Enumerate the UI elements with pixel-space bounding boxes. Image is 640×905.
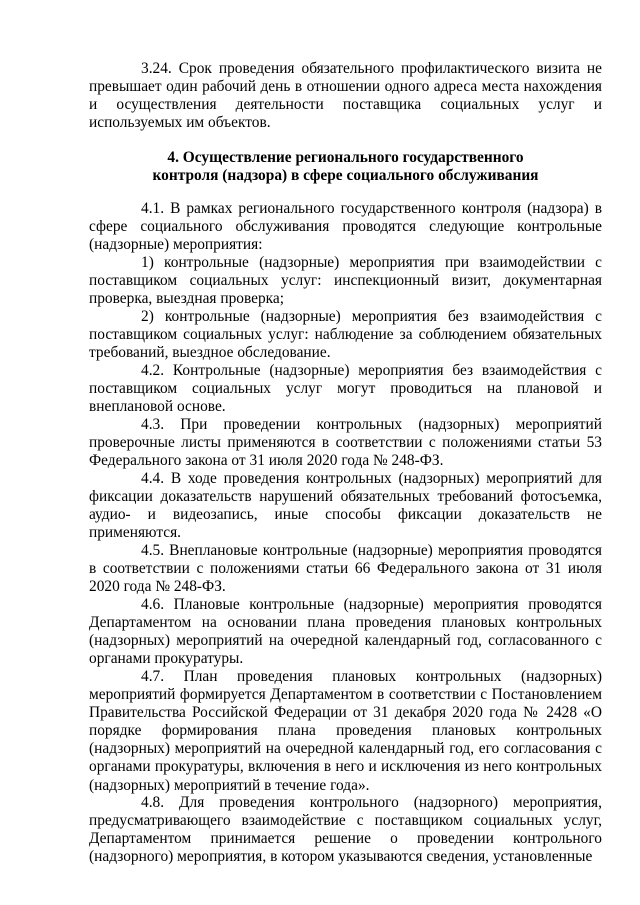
paragraph-4-1-item-1: 1) контрольные (надзорные) мероприятия при взаимодействии с поставщиком социальных услуг: инспекционный визит, документарная проверка, выездная проверка; xyxy=(89,254,602,308)
paragraph-4-2: 4.2. Контрольные (надзорные) мероприятия без взаимодействия с поставщиком социальных услуг могут проводиться на плановой и внеплановой основе. xyxy=(89,362,602,416)
paragraph-4-4: 4.4. В ходе проведения контрольных (надзорных) мероприятий для фиксации доказательств нарушений обязательных требований фотосъемка, аудио- и видеозапись, иные способы фиксации доказательств не применяются. xyxy=(89,470,602,542)
paragraph-4-8: 4.8. Для проведения контрольного (надзорного) мероприятия, предусматривающего взаимодействие с поставщиком социальных услуг, Департаментом принимается решение о проведении контрольного (надзорного) мероприятия, в котором указываются сведения, установленные xyxy=(89,794,602,866)
paragraph-4-1-item-2: 2) контрольные (надзорные) мероприятия без взаимодействия с поставщиком социальных услуг: наблюдение за соблюдением обязательных требований, выездное обследование. xyxy=(89,308,602,362)
paragraph-4-6: 4.6. Плановые контрольные (надзорные) мероприятия проводятся Департаментом на основании плана проведения плановых контрольных (надзорных) мероприятий на очередной календарный год, согласованного с органами прокуратуры. xyxy=(89,596,602,668)
paragraph-3-24: 3.24. Срок проведения обязательного профилактического визита не превышает один рабочий день в отношении одного адреса места нахождения и осуществления деятельности поставщика социальных услуг и используемых им объектов. xyxy=(89,60,602,132)
paragraph-4-3: 4.3. При проведении контрольных (надзорных) мероприятий проверочные листы применяются в соответствии с положениями статьи 53 Федерального закона от 31 июля 2020 года № 248-ФЗ. xyxy=(89,416,602,470)
paragraph-4-1: 4.1. В рамках регионального государственного контроля (надзора) в сфере социального обслуживания проводятся следующие контрольные (надзорные) мероприятия: xyxy=(89,200,602,254)
paragraph-4-7: 4.7. План проведения плановых контрольных (надзорных) мероприятий формируется Департаментом в соответствии с Постановлением Правительства Российской Федерации от 31 декабря 2020 года № 2428 «О порядке формирования плана проведения плановых контрольных (надзорных) мероприятий на очередной календарный год, его согласования с органами прокуратуры, включения в него и исключения из него контрольных (надзорных) мероприятий в течение года». xyxy=(89,668,602,794)
paragraph-4-5: 4.5. Внеплановые контрольные (надзорные) мероприятия проводятся в соответствии с положениями статьи 66 Федерального закона от 31 июля 2020 года № 248-ФЗ. xyxy=(89,542,602,596)
heading-line-2: контроля (надзора) в сфере социального обслуживания xyxy=(152,167,539,185)
heading-line-1: 4. Осуществление регионального государственного xyxy=(167,149,524,166)
section-4-heading xyxy=(89,149,602,185)
